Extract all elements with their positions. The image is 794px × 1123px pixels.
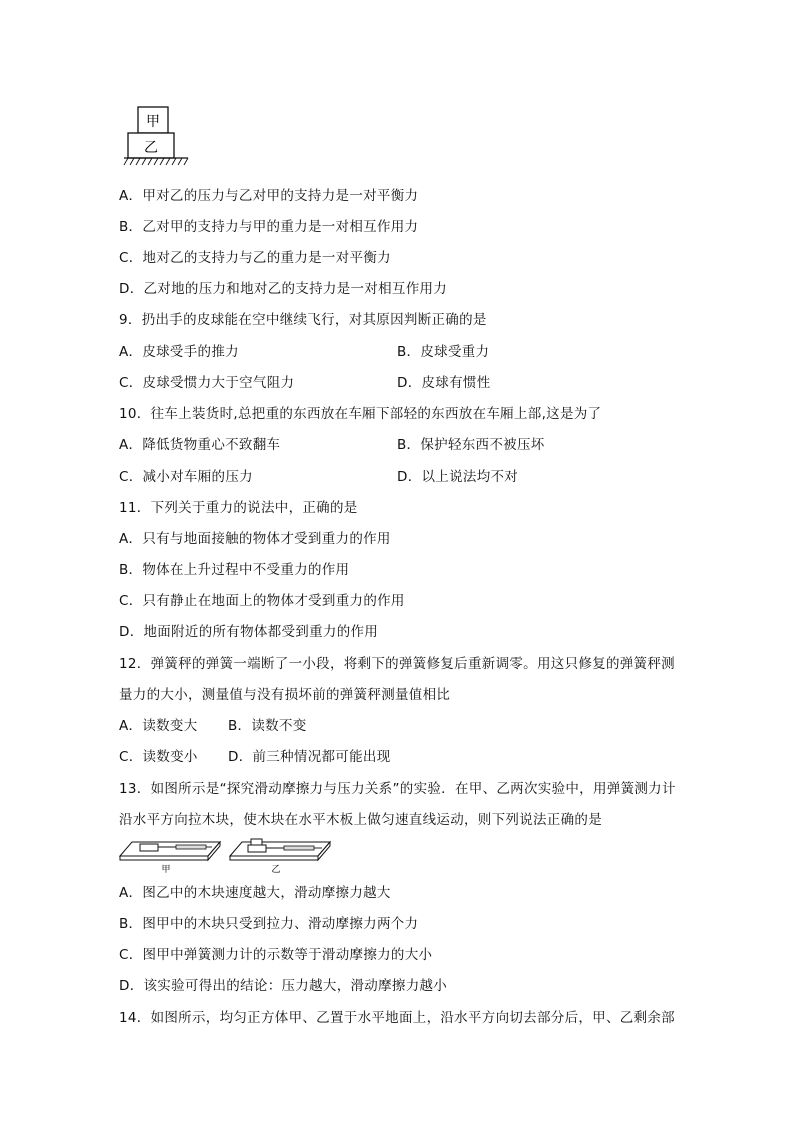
q11-option-c: C．只有静止在地面上的物体才受到重力的作用 xyxy=(119,593,405,609)
wood-block-yi xyxy=(248,845,266,852)
q10-option-a: A．降低货物重心不致翻车 xyxy=(119,437,281,453)
q9-option-b: B．皮球受重力 xyxy=(397,344,490,360)
board-jia xyxy=(120,842,220,875)
spring-scale-yi xyxy=(284,846,314,850)
q12-option-d: D．前三种情况都可能出现 xyxy=(228,749,391,765)
wood-block-jia xyxy=(140,844,158,851)
board-yi xyxy=(230,839,330,875)
q11-stem: 11．下列关于重力的说法中，正确的是 xyxy=(119,500,358,516)
q11-option-b: B．物体在上升过程中不受重力的作用 xyxy=(119,562,350,578)
q12-stem-line2: 量力的大小，测量值与没有损坏前的弹簧秤测量值相比 xyxy=(119,687,451,703)
q9-stem: 9．扔出手的皮球能在空中继续飞行，对其原因判断正确的是 xyxy=(119,312,487,328)
fig-label-yi: 乙 xyxy=(271,865,281,875)
q10-option-c: C．减小对车厢的压力 xyxy=(119,469,253,485)
friction-experiment-figure xyxy=(118,836,334,876)
q13-option-a: A．图乙中的木块速度越大，滑动摩擦力越大 xyxy=(119,885,391,901)
weight-on-block-yi xyxy=(251,839,262,845)
fig-label-jia: 甲 xyxy=(161,865,171,875)
ground-hatching xyxy=(124,158,188,165)
q13-option-b: B．图甲中的木块只受到拉力、滑动摩擦力两个力 xyxy=(119,916,419,932)
q12-option-a: A．读数变大 xyxy=(119,718,198,734)
q10-option-b: B．保护轻东西不被压坏 xyxy=(397,437,545,453)
q9-option-d: D．皮球有惯性 xyxy=(397,375,491,391)
stacked-blocks-figure xyxy=(122,104,194,168)
q12-option-c: C．读数变小 xyxy=(119,749,198,765)
q14-stem-line1: 14．如图所示，均匀正方体甲、乙置于水平地面上，沿水平方向切去部分后，甲、乙剩余部 xyxy=(119,1010,675,1026)
block-yi-label: 乙 xyxy=(144,140,158,156)
q8-option-c: C．地对乙的支持力与乙的重力是一对平衡力 xyxy=(119,250,391,266)
q12-option-b: B．读数不变 xyxy=(228,718,307,734)
q8-option-b: B．乙对甲的支持力与甲的重力是一对相互作用力 xyxy=(119,219,419,235)
q13-option-c: C．图甲中弹簧测力计的示数等于滑动摩擦力的大小 xyxy=(119,947,433,963)
q13-stem-line1: 13．如图所示是“探究滑动摩擦力与压力关系”的实验．在甲、乙两次实验中，用弹簧测力计 xyxy=(119,781,676,797)
block-jia-label: 甲 xyxy=(146,114,160,130)
q10-option-d: D．以上说法均不对 xyxy=(397,469,519,485)
q9-option-a: A．皮球受手的推力 xyxy=(119,344,239,360)
q13-stem-line2: 沿水平方向拉木块，使木块在水平木板上做匀速直线运动，则下列说法正确的是 xyxy=(119,812,602,828)
q8-option-a: A．甲对乙的压力与乙对甲的支持力是一对平衡力 xyxy=(119,188,419,204)
q9-option-c: C．皮球受惯力大于空气阻力 xyxy=(119,375,295,391)
q13-option-d: D．该实验可得出的结论：压力越大，滑动摩擦力越小 xyxy=(119,978,448,994)
q11-option-a: A．只有与地面接触的物体才受到重力的作用 xyxy=(119,531,391,547)
q12-stem-line1: 12．弹簧秤的弹簧一端断了一小段，将剩下的弹簧修复后重新调零。用这只修复的弹簧秤测 xyxy=(119,656,675,672)
q10-stem: 10．往车上装货时,总把重的东西放在车厢下部轻的东西放在车厢上部,这是为了 xyxy=(119,406,602,422)
q11-option-d: D．地面附近的所有物体都受到重力的作用 xyxy=(119,624,379,640)
spring-scale-jia xyxy=(176,845,206,849)
q8-option-d: D．乙对地的压力和地对乙的支持力是一对相互作用力 xyxy=(119,281,448,297)
